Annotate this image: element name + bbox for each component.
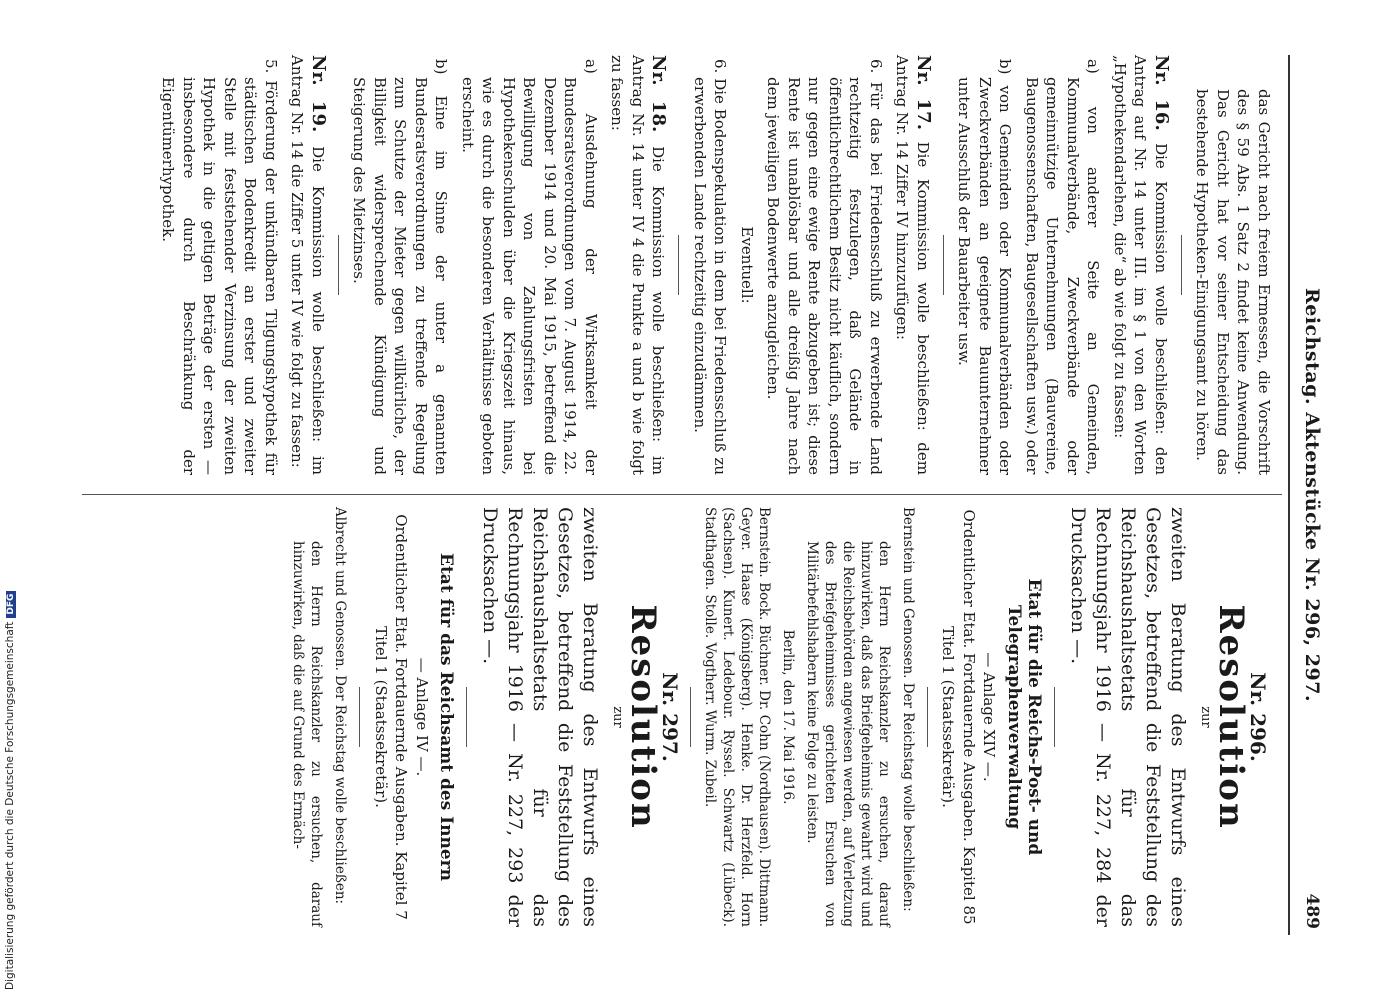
nr297-resolution-heading: Resolution (623, 604, 664, 830)
bernstein-text: den Herrn Reichskanzler zu ersuchen, darauf hinzuwirken, daß das Briefgeheimnis gewahrt wird und die Reichsbehörden angewiesen werden, auf Verletzung des Briefgeheimnisses gerichteten Ersuchen von Militärbefehlshabern keine Folge zu leisten. (804, 541, 892, 927)
nr16-paragraph (1110, 55, 1172, 475)
nr296-title: Nr. 296. (1246, 672, 1270, 762)
left-column (152, 55, 1274, 475)
section-rule (943, 235, 944, 295)
sidebar (0, 0, 22, 1000)
nr19-text: Die Kommission wolle beschließen: im Antrag Nr. 14 die Ziffer 5 unter IV wie folgt zu fassen: (288, 55, 327, 475)
nr19-paragraph (287, 55, 328, 475)
nr17-label: Nr. 17. (913, 55, 934, 130)
nr19-item-5: 5. Förderung der unkündbaren Tilgungshypothek für städtischen Bodenkredit an erster und zweiter Stelle mit feststehender Verzinsung der zweiten Hypothek in die geltigen Beträge der ersten — insbesondere durch Beschränkung der Eigentümerhypothek. (159, 59, 280, 475)
page-number: 489 (1302, 893, 1322, 929)
page-header (1288, 55, 1330, 935)
section-rule (338, 235, 339, 295)
nr18-text: Die Kommission wolle beschließen: im Antrag Nr. 14 unter IV 4 die Punkte a und b wie folgt zu fassen: (608, 55, 668, 475)
section-rule (467, 687, 468, 747)
nr16-text: Die Kommission wolle beschließen: den Antrag auf Nr. 14 unter III. im § 1 von den Worten „Hypothekendarlehen, die“ ab wie folgt zu fassen: (1111, 55, 1170, 475)
dfg-logo: DFG (6, 591, 16, 618)
section-rule (927, 687, 928, 747)
date-line: Berlin, den 17. Mai 1916. (780, 629, 796, 805)
eventuell-label: Eventuell: (738, 226, 756, 304)
nr297-title: Nr. 297. (658, 672, 682, 762)
zur-label: zur (610, 706, 625, 728)
anlage-iv-label: — Anlage IV —. (413, 657, 431, 777)
zur-label: zur (1198, 706, 1213, 728)
page-title: Reichstag. Aktenstücke Nr. 296, 297. (1301, 287, 1323, 703)
nr17-paragraph (892, 55, 933, 475)
nr18-label: Nr. 18. (648, 55, 670, 133)
column-divider (82, 494, 1282, 495)
bernstein-intro: Bernstein und Genossen. Der Reichstag wolle beschließen: (900, 507, 916, 912)
nr16-item-a: a) von anderer Seite an Gemeinden, Kommunalverbände, Zweckverbände oder gemeinnützige Unternehmungen (Bauvereine, Baugenossenschaften, Baugesellschaften usw.) oder (1023, 59, 1103, 475)
nr296-resolution-heading: Resolution (1211, 604, 1252, 830)
nr17-item-6: 6. Für das bei Friedensschluß zu erwerbende Land rechtzeitig festzulegen, daß Gelände in öffentlichrechtlichem Besitz nicht käuflich, sondern nur gegen eine ewige Rente abzugeben ist; diese Rente ist unablösbar und alle dreißig Jahre nach dem jeweiligen Bodenwerte anzugleichen. (764, 59, 885, 475)
nr18-paragraph (607, 55, 669, 475)
etat-post-heading: Etat für die Reichs-Post- und Telegraphenverwaltung (1004, 578, 1045, 856)
nr296-heading-text: zweiten Beratung des Entwurfs eines Gesetzes, betreffend die Feststellung des Reichshaushaltsetats für das Rechnungsjahr 1916 — Nr. 227, 284 der Drucksachen —. (1067, 507, 1190, 927)
nr18-item-b: b) Eine im Sinne der unter a genannten Bundesratsverordnungen zu treffende Regelung zum Schutze der Mieter gegen willkürliche, der Billigkeit widersprechende Kündigung und Steigerung des Mietzinses. (350, 59, 451, 475)
ordentlicher-etat-1: Ordentlicher Etat. Fortdauernde Ausgaben. Kapitel 85 Titel 1 (Staatssekretär). (939, 509, 978, 925)
nr18-item-a: a) Ausdehnung der Wirksamkeit der Bundesratsverordnungen vom 7. August 1914, 22. Dezember 1914 und 20. Mai 1915, betreffend die Bewilligung von Zahlungsfristen bei Hypothekenschulden über die Kriegszeit hinaus, wie es durch die besonderen Verhältnisse geboten erscheint. (459, 59, 600, 475)
albrecht-text: den Herrn Reichskanzler zu ersuchen, darauf hinzuwirken, daß die auf Grund des Ermäch- (290, 541, 325, 927)
intro-paragraph: das Gericht nach freiem Ermessen, die Vorschrift des § 59 Abs. 1 Satz 2 findet keine Anwendung. Das Gericht hat vor seiner Entscheidung das bestehende Hypotheken-Einigungsamt zu hören. (1193, 89, 1273, 475)
section-rule (679, 235, 680, 295)
nr17-text: Die Kommission wolle beschließen: dem Antrag Nr. 14 Ziffer IV hinzuzufügen: (893, 55, 932, 475)
nr19-label: Nr. 19. (308, 55, 329, 133)
etat-innern-heading: Etat für das Reichsamt des Innern (436, 553, 457, 881)
section-rule (360, 687, 361, 747)
right-column (284, 507, 1275, 927)
anlage-xiv-label: — Anlage XIV —. (980, 652, 999, 782)
section-rule (690, 687, 691, 747)
document-page (45, 55, 1330, 935)
section-rule (1181, 235, 1182, 295)
section-rule (1055, 687, 1056, 747)
funding-credit-text: Digitalisierung gefördert durch die Deutsche Forschungsgemeinschaft (4, 621, 16, 990)
nr17-item-6-alt: 6. Die Bodenspekulation in dem bei Friedensschluß zu erwerbenden Lande rechtzeitig einzudämmen. (691, 59, 730, 475)
funding-credit (4, 591, 16, 990)
signers-list: Bernstein. Bock. Büchner. Dr. Cohn (Nordhausen). Dittmann. Geyer. Haase (Königsberg). Henke. Dr. Herzfeld. Horn (Sachsen). Kunert. Ledebour. Ryssel. Schwartz (Lübeck). Stadthagen. Stolle. Vogtherr. Wurm. Zubeil. (702, 507, 772, 927)
nr297-heading-text: zweiten Beratung des Entwurfs eines Gesetzes, betreffend die Feststellung des Reichshaushaltsetats für das Rechnungsjahr 1916 — Nr. 227, 293 der Drucksachen —. (479, 507, 602, 927)
ordentlicher-etat-2: Ordentlicher Etat. Fortdauernde Ausgaben. Kapitel 7 Titel 1 (Staatssekretär). (372, 514, 411, 920)
nr16-item-b: b) von Gemeinden oder Kommunalverbänden oder Zweckverbänden an geeignete Bauunternehmer unter Ausschluß der Bauarbeiter usw. (955, 59, 1015, 475)
albrecht-intro: Albrecht und Genossen. Der Reichstag wolle beschließen: (332, 507, 349, 905)
nr16-label: Nr. 16. (1151, 55, 1172, 131)
